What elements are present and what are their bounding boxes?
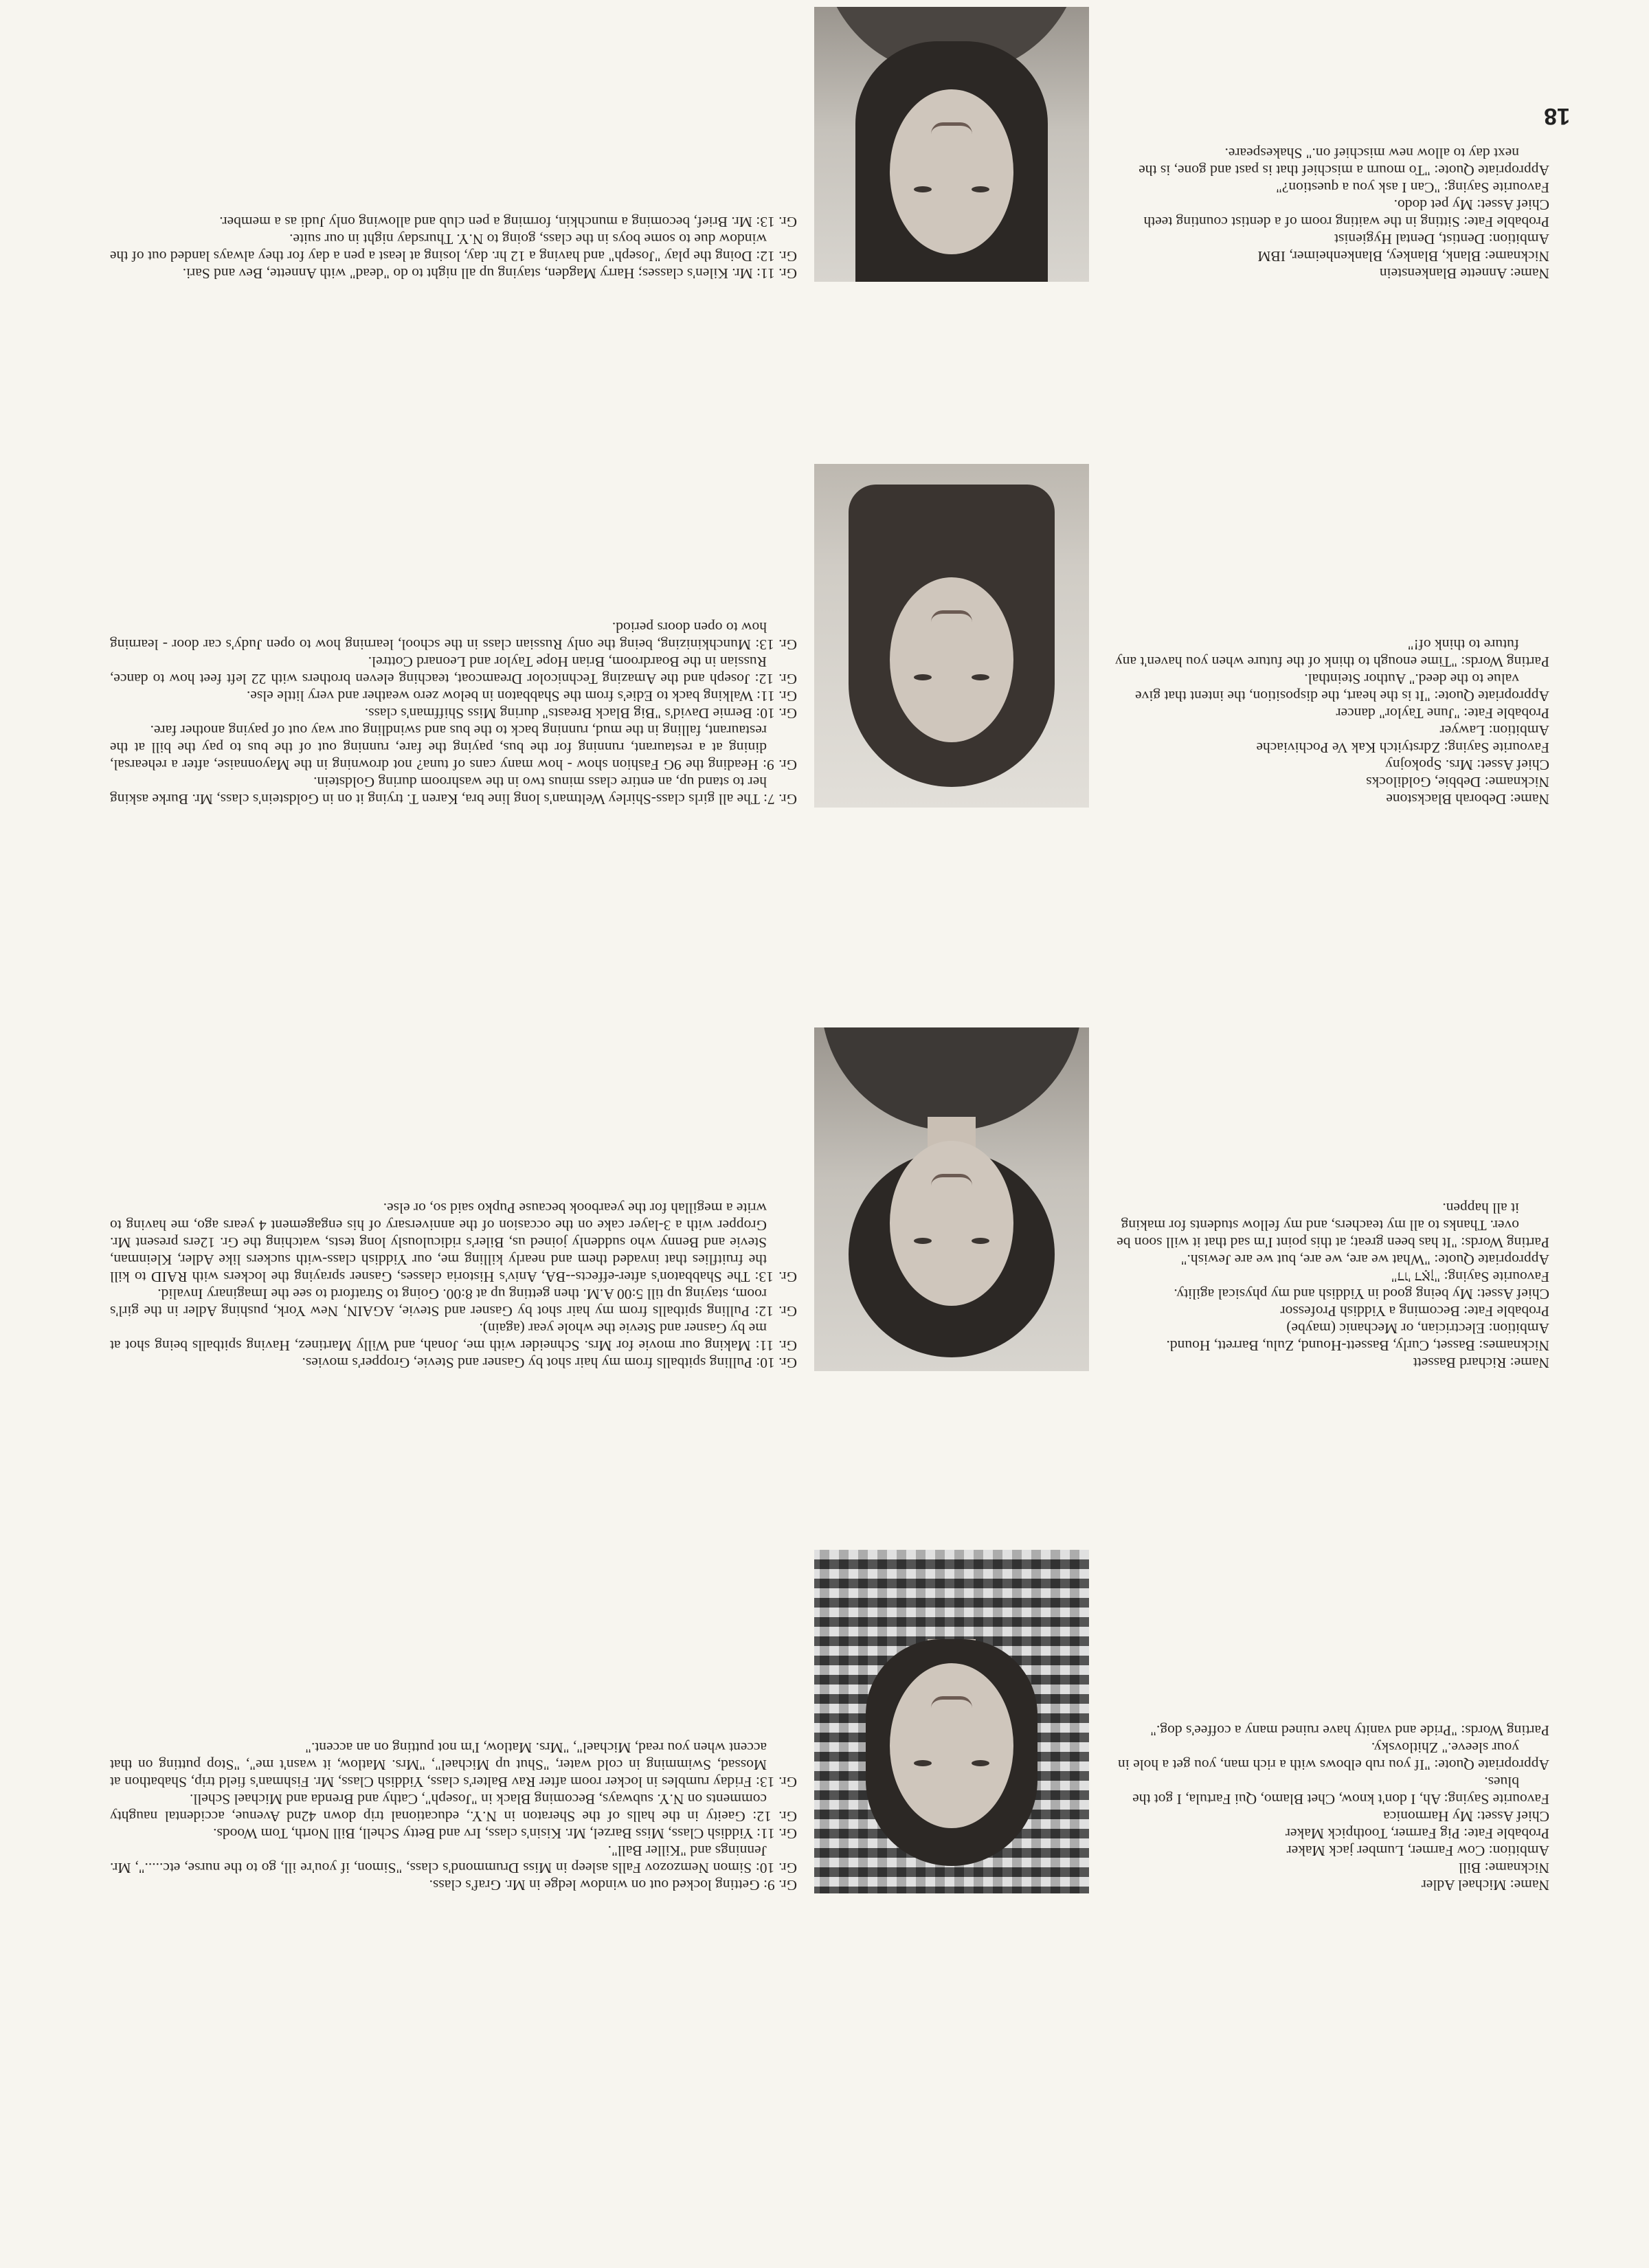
student-entry [0, 7, 1649, 282]
grade-memories [110, 1739, 797, 1893]
grade-memory: Gr. 12: Pulling spitballs from my hair shot by Gasner and Stevie, AGAIN, New York, pushing Adler in the girl's room, staying up till 5:00 A.M. then getting up at 8:00. Going to Stratford to see the Imaginary Invalid. [110, 1286, 797, 1320]
grade-memory: Gr. 12: Joseph and the Amazing Technicolor Dreamcoat, teaching eleven brothers with 22 left feet how to dance, Russian in the Boardroom, Brian Hope Taylor and Leonard Cottrel. [110, 654, 797, 687]
grade-memory: Gr. 13: Mr. Brief, becoming a munchkin, forming a pen club and allowing only Judi as a member. [219, 214, 797, 230]
bio-line: Ambition: Lawyer [1439, 722, 1549, 739]
bio-line: Appropriate Quote: "To mourn a mischief that is past and gone, is the next day to allow new mischief on." Shakespeare. [1138, 145, 1549, 179]
bio-line: Name: Deborah Blackstone [1386, 791, 1549, 808]
grade-memories [110, 213, 797, 282]
student-bio [1110, 1722, 1549, 1893]
grade-memory: Gr. 10: Bernie David's "Big Black Breasts" during Miss Shiffman's class. [364, 705, 797, 722]
grade-memories [110, 1199, 797, 1371]
bio-line: Probable Fate: Sitting in the waiting room of a dentist counting teeth [1143, 214, 1549, 230]
grade-memory: Gr. 13: Munchkinizing, being the only Russian class in the school, learning how to open Judy's car door - learning how to open doors period. [110, 619, 797, 653]
bio-line: Nickname: Debbie, Goldilocks [1366, 774, 1549, 790]
student-entry [0, 808, 1649, 1371]
student-bio [1110, 636, 1549, 808]
bio-line: Probable Fate: Pig Farmer, Toothpick Maker [1285, 1825, 1549, 1842]
student-entry [0, 244, 1649, 808]
bio-line: Favourite Saying: Zdrstyitch Kak Ve Pochiviache [1256, 740, 1549, 756]
bio-line: Chief Asset: My Harmonica [1383, 1808, 1549, 1825]
bio-line: Parting Words: "Time enough to think of the future when you haven't any future to think of!" [1115, 636, 1549, 670]
bio-line: Nickname: Bill [1459, 1860, 1549, 1876]
bio-line: Probable Fate: "June Taylor" dancer [1336, 705, 1549, 722]
bio-line: Chief Asset: Mrs. Spokojny [1385, 757, 1549, 773]
student-bio [1110, 1199, 1549, 1371]
grade-memory: Gr. 11: Walking back to Edie's from the Shabbaton in below zero weather and very little else. [246, 688, 797, 704]
bio-line: Appropriate Quote: "It is the heart, the disposition, the intent that give value to the deed." Author Steinthal. [1135, 671, 1549, 704]
page-number: 18 [1544, 103, 1570, 129]
portrait-photo [814, 1550, 1089, 1893]
bio-line: Probable Fate: Becoming a Yiddish Professor [1280, 1303, 1549, 1320]
bio-line: Appropriate Quote: "If you rub elbows with a rich man, you get a hole in your sleeve." Zhitlovsky. [1118, 1739, 1549, 1773]
grade-memory: Gr. 9: Heading the 9G Fashion show - how many cans of tuna? not drowning in the Mayonnaise, after a rehearsal, dining at a restaurant, running for the bus, paying the fare, running out of the bus to pay the bill at the restaurant, falling in the mud, running back to the bus and swindling our way out of paying another fare. [110, 722, 797, 773]
grade-memory: Gr. 13: Friday rumbles in locker room after Rav Balter's class, Yiddish Class, Mr. Fishman's field trip, Shabathon at Mossad, Swimming in cold water, "Shut up Michael", "Mrs. Matlow, it wasn't me", "Stop putting on that accent when you read, Michael", "Mrs. Matlow, I'm not putting on an accent." [110, 1739, 797, 1790]
bio-line: Favourite Saying: "Can I ask you a question?" [1276, 179, 1549, 196]
grade-memory: Gr. 7: The all girls class-Shirley Weltman's long line bra, Karen T. trying it on in Goldstein's class, Mr. Burke asking her to stand up, an entire class minus two in the washroom during Goldstein. [110, 774, 797, 808]
portrait-photo [814, 7, 1089, 282]
student-bio [1110, 144, 1549, 282]
bio-line: Ambition: Dentist, Dental Hygienist [1334, 231, 1549, 247]
grade-memory: Gr. 9: Getting locked out on window ledge in Mr. Graf's class. [429, 1877, 797, 1893]
grade-memory: Gr. 11: Mr. Kilen's classes; Harry Magden, staying up all night to do "dead" with Annette, Bev and Sari. [182, 265, 797, 282]
bio-line: Appropriate Quote: "What we are, we are, but we are Jewish." [1180, 1252, 1549, 1268]
student-entry [0, 1330, 1649, 1893]
bio-line: Name: Michael Adler [1421, 1877, 1549, 1893]
grade-memory: Gr. 10: Pulling spitballs from my hair shot by Gasner and Stevie, Gropper's movies. [302, 1355, 797, 1371]
grade-memory: Gr. 12: Doing the play "Joseph" and having a 12 hr. day, losing at least a pen a day for they always landed out of the window due to some boys in the class, going to N.Y. Thursday night in our suite. [110, 231, 797, 265]
bio-line: Nicknames: Basset, Curly, Bassett-Hound, Zulu, Barrett, Hound. [1166, 1337, 1549, 1354]
bio-line: Parting Words: "It has been great; at this point I'm sad that it will soon be over. Thanks to all my teachers, and my fellow students for making it all happen. [1117, 1200, 1549, 1251]
bio-line: Nickname: Blank, Blankey, Blankenheimer, IBM [1257, 248, 1549, 265]
bio-line: Name: Richard Bassett [1413, 1355, 1549, 1371]
bio-line: Ambition: Electrician, or Mechanic (maybe) [1286, 1320, 1549, 1337]
grade-memory: Gr. 12: Gaeity in the halls of the Sheraton in N.Y., educational trip down 42nd Avenue, accidental naughty comments on N.Y. subways, Becoming Black in "Joseph", Cathy and Brenda and Michael Schell. [110, 1791, 797, 1825]
bio-line: Name: Annette Blankenstein [1379, 265, 1549, 282]
bio-line: Chief Asset: My being good in Yiddish and my physical agility. [1174, 1286, 1549, 1302]
bio-line: Ambition: Cow Farmer, Lumber jack Maker [1286, 1843, 1549, 1859]
bio-line: Parting Words: "Pride and vanity have ruined many a coffee's dog." [1150, 1722, 1549, 1739]
grade-memory: Gr. 11: Yiddish Class, Miss Barzel, Mr. Kisin's class, Irv and Betty Schell, Bill North, Tom Woods. [213, 1825, 797, 1842]
portrait-photo [814, 1027, 1089, 1371]
grade-memory: Gr. 11: Making our movie for Mrs. Schneider with me, Jonah, and Willy Martinez, Having spitballs being shot at me by Gasner and Stevie the whole year (again). [110, 1320, 797, 1354]
bio-line: Favourite Saying: "דו' דאָן" [1391, 1269, 1549, 1285]
portrait-photo [814, 464, 1089, 808]
grade-memory: Gr. 13: The Shabbaton's after-effects--BA, Aniv's Historia classes, Gasner spraying the lockers with RAID to kill the fruitflies that invaded them and nearly killing me, our Yiddish class-with suckers like Adler, Kleinman, Stevie and Benny who suddenly joined us, Biler's ridiculously long tests, watching the Gr. 12ers present Mr. Gropper with a 3-layer cake on the occasion of the anniversary of his engagement 4 years ago, me having to write a megillah for the yearbook because Pupko said so, or else. [110, 1200, 797, 1285]
grade-memories [110, 619, 797, 808]
bio-line: Favourite Saying: Ah, I don't know, Chet Blamo, Qui Fartula, I got the blues. [1132, 1774, 1549, 1808]
grade-memory: Gr. 10: Simon Nemzozov Falls asleep in Miss Drummond's class, "Simon, if you're ill, go to the nurse, etc.....", Mr. Jennings and "Killer Ball". [110, 1843, 797, 1876]
bio-line: Chief Asset: My pet dodo. [1393, 197, 1549, 213]
